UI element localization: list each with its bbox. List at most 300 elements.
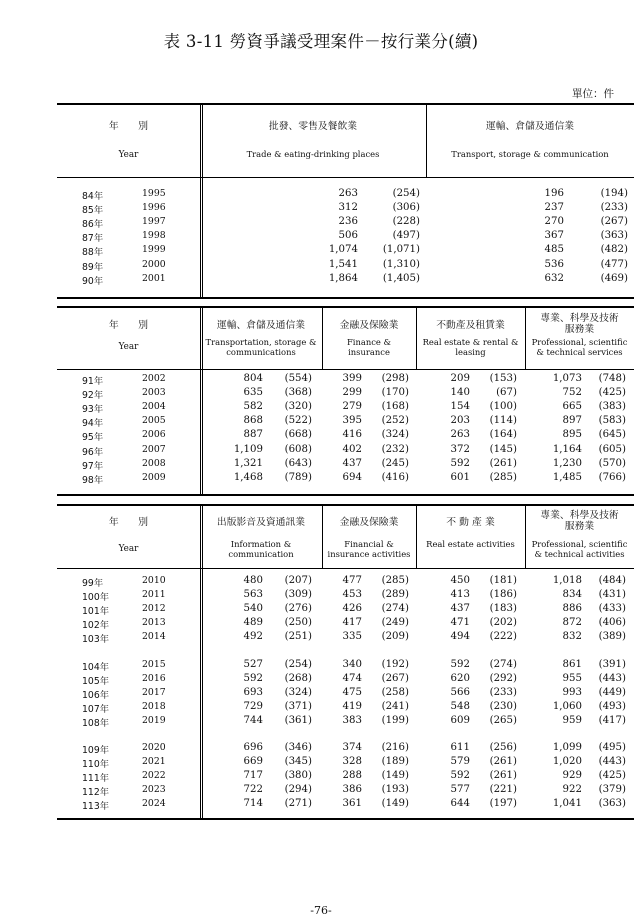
row-year-ad: 2024 (142, 798, 166, 810)
cell-cases: 592 (243, 672, 263, 684)
row-year-ad: 2010 (142, 575, 166, 586)
cell-cases: 154 (450, 401, 470, 413)
cell-cases: 601 (450, 471, 470, 483)
cell-persons: (267) (600, 216, 628, 228)
row-year-ad: 2011 (142, 589, 166, 601)
cell-cases: 959 (562, 714, 582, 726)
row-year-ad: 2009 (142, 471, 166, 483)
cell-persons: (274) (489, 658, 517, 670)
cell-persons: (285) (381, 575, 409, 586)
cell-cases: 717 (243, 770, 263, 782)
cell-cases: 722 (243, 784, 263, 796)
cell-persons: (274) (381, 603, 409, 615)
header-bottom-rule (57, 177, 634, 178)
header-bottom-rule (57, 369, 634, 370)
cell-cases: 832 (562, 631, 582, 643)
column-header-en: Information & communication (228, 539, 294, 559)
column-divider (525, 306, 526, 369)
row-year-roc: 84年 (82, 191, 104, 202)
cell-persons: (245) (381, 457, 409, 469)
column-header: 出版影音及資通訊業 (216, 517, 306, 528)
section-top-rule (57, 103, 634, 105)
row-year-ad: 2017 (142, 686, 166, 698)
column-divider (322, 504, 323, 568)
cell-persons: (361) (284, 714, 312, 726)
row-year-ad: 2006 (142, 429, 166, 441)
cell-persons: (309) (284, 589, 312, 601)
cell-cases: 895 (562, 429, 582, 441)
cell-persons: (197) (489, 798, 517, 810)
cell-cases: 480 (243, 575, 263, 586)
row-year-ad: 2023 (142, 784, 166, 796)
cell-cases: 506 (338, 230, 358, 242)
cell-persons: (425) (598, 387, 626, 399)
row-year-ad: 1999 (142, 244, 166, 256)
row-year-ad: 2013 (142, 617, 166, 629)
cell-persons: (431) (598, 589, 626, 601)
cell-persons: (67) (496, 387, 517, 399)
cell-cases: 752 (562, 387, 582, 399)
cell-persons: (570) (598, 457, 626, 469)
cell-persons: (345) (284, 756, 312, 768)
cell-persons: (1,405) (382, 272, 420, 284)
cell-cases: 527 (243, 658, 263, 670)
cell-cases: 416 (342, 429, 362, 441)
cell-cases: 426 (342, 603, 362, 615)
cell-cases: 270 (544, 216, 564, 228)
row-year-roc: 90年 (82, 275, 104, 287)
column-header-en: Transportation, storage & communications (205, 337, 317, 357)
cell-cases: 492 (243, 631, 263, 643)
year-column-divider (200, 103, 203, 297)
row-year-roc: 108年 (82, 717, 110, 729)
year-header-en: Year (118, 342, 139, 352)
cell-cases: 1,864 (328, 272, 358, 284)
row-year-ad: 2022 (142, 770, 166, 782)
row-year-roc: 89年 (82, 261, 104, 273)
row-year-roc: 113年 (82, 801, 110, 813)
row-year-ad: 2018 (142, 700, 166, 712)
year-header: 年 別 (108, 517, 149, 528)
cell-persons: (233) (489, 686, 517, 698)
cell-persons: (254) (392, 188, 420, 199)
cell-persons: (449) (598, 686, 626, 698)
row-year-roc: 85年 (82, 205, 104, 217)
column-header: 運輸、倉儲及通信業 (216, 320, 306, 331)
cell-persons: (433) (598, 603, 626, 615)
year-header: 年 別 (108, 320, 149, 331)
column-header-en: Trade & eating-drinking places (246, 149, 380, 159)
cell-cases: 328 (342, 756, 362, 768)
cell-cases: 312 (338, 202, 358, 214)
column-header-en: Professional, scientific & technical services (531, 337, 628, 357)
cell-persons: (363) (600, 230, 628, 242)
cell-cases: 474 (342, 672, 362, 684)
cell-cases: 494 (450, 631, 470, 643)
cell-cases: 413 (450, 589, 470, 601)
row-year-roc: 87年 (82, 233, 104, 245)
cell-cases: 437 (450, 603, 470, 615)
section-bottom-rule (57, 494, 634, 496)
column-header-en: Transport, storage & communication (451, 149, 609, 159)
cell-cases: 540 (243, 603, 263, 615)
cell-cases: 566 (450, 686, 470, 698)
cell-persons: (114) (489, 415, 517, 427)
cell-cases: 592 (450, 770, 470, 782)
row-year-ad: 2001 (142, 272, 166, 284)
cell-cases: 955 (562, 672, 582, 684)
section-bottom-rule (57, 818, 634, 820)
cell-cases: 1,321 (233, 457, 263, 469)
cell-persons: (222) (489, 631, 517, 643)
row-year-roc: 95年 (82, 432, 104, 444)
cell-cases: 203 (450, 415, 470, 427)
column-divider (322, 306, 323, 369)
row-year-ad: 2007 (142, 443, 166, 455)
section-top-rule (57, 306, 634, 308)
cell-persons: (230) (489, 700, 517, 712)
cell-persons: (477) (600, 258, 628, 270)
row-year-roc: 99年 (82, 578, 104, 589)
cell-persons: (100) (489, 401, 517, 413)
row-year-ad: 2021 (142, 756, 166, 768)
column-divider (426, 103, 427, 177)
cell-persons: (583) (598, 415, 626, 427)
cell-cases: 386 (342, 784, 362, 796)
row-year-roc: 109年 (82, 745, 110, 756)
row-year-roc: 107年 (82, 703, 110, 715)
cell-cases: 453 (342, 589, 362, 601)
cell-persons: (608) (284, 443, 312, 455)
cell-persons: (1,071) (382, 244, 420, 256)
row-year-roc: 93年 (82, 404, 104, 416)
cell-cases: 263 (450, 429, 470, 441)
row-year-roc: 102年 (82, 620, 110, 632)
cell-cases: 804 (243, 373, 263, 384)
column-header: 不 動 產 業 (446, 517, 495, 528)
cell-persons: (209) (381, 631, 409, 643)
cell-persons: (202) (489, 617, 517, 629)
cell-persons: (181) (489, 575, 517, 586)
cell-persons: (149) (381, 798, 409, 810)
cell-cases: 471 (450, 617, 470, 629)
cell-cases: 236 (338, 216, 358, 228)
cell-cases: 399 (342, 373, 362, 384)
cell-persons: (497) (392, 230, 420, 242)
cell-persons: (289) (381, 589, 409, 601)
cell-persons: (495) (598, 742, 626, 753)
cell-cases: 1,041 (552, 798, 582, 810)
cell-persons: (522) (284, 415, 312, 427)
cell-persons: (258) (381, 686, 409, 698)
unit-label: 單位：件 (572, 88, 614, 100)
cell-cases: 897 (562, 415, 582, 427)
row-year-roc: 96年 (82, 446, 104, 458)
cell-cases: 577 (450, 784, 470, 796)
cell-persons: (324) (381, 429, 409, 441)
row-year-ad: 2000 (142, 258, 166, 270)
row-year-roc: 86年 (82, 219, 104, 231)
year-header: 年 別 (108, 121, 149, 132)
cell-cases: 929 (562, 770, 582, 782)
cell-cases: 887 (243, 429, 263, 441)
cell-cases: 279 (342, 401, 362, 413)
cell-persons: (417) (598, 714, 626, 726)
cell-cases: 644 (450, 798, 470, 810)
row-year-roc: 110年 (82, 759, 110, 771)
cell-cases: 993 (562, 686, 582, 698)
cell-cases: 477 (342, 575, 362, 586)
cell-cases: 237 (544, 202, 564, 214)
cell-persons: (443) (598, 672, 626, 684)
column-divider (416, 504, 417, 568)
cell-persons: (261) (489, 770, 517, 782)
cell-cases: 340 (342, 658, 362, 670)
cell-persons: (149) (381, 770, 409, 782)
cell-cases: 563 (243, 589, 263, 601)
cell-persons: (294) (284, 784, 312, 796)
column-header: 運輸、倉儲及通信業 (485, 121, 575, 132)
cell-cases: 361 (342, 798, 362, 810)
cell-cases: 196 (544, 188, 564, 199)
cell-cases: 694 (342, 471, 362, 483)
cell-persons: (170) (381, 387, 409, 399)
cell-persons: (221) (489, 784, 517, 796)
row-year-ad: 2003 (142, 387, 166, 399)
cell-persons: (484) (598, 575, 626, 586)
cell-cases: 1,060 (552, 700, 582, 712)
row-year-ad: 2019 (142, 714, 166, 726)
cell-cases: 582 (243, 401, 263, 413)
cell-cases: 696 (243, 742, 263, 753)
cell-persons: (254) (284, 658, 312, 670)
cell-persons: (193) (381, 784, 409, 796)
section-top-rule (57, 504, 634, 506)
cell-persons: (194) (600, 188, 628, 199)
cell-persons: (443) (598, 756, 626, 768)
cell-cases: 922 (562, 784, 582, 796)
cell-cases: 1,164 (552, 443, 582, 455)
cell-persons: (207) (284, 575, 312, 586)
row-year-roc: 88年 (82, 247, 104, 259)
cell-cases: 872 (562, 617, 582, 629)
row-year-ad: 1998 (142, 230, 166, 242)
cell-persons: (363) (598, 798, 626, 810)
cell-cases: 1,074 (328, 244, 358, 256)
cell-cases: 592 (450, 658, 470, 670)
row-year-ad: 2016 (142, 672, 166, 684)
cell-persons: (199) (381, 714, 409, 726)
cell-persons: (145) (489, 443, 517, 455)
cell-persons: (645) (598, 429, 626, 441)
cell-cases: 632 (544, 272, 564, 284)
column-header: 專業、科學及技術服務業 (540, 510, 619, 533)
cell-cases: 288 (342, 770, 362, 782)
cell-persons: (789) (284, 471, 312, 483)
cell-persons: (192) (381, 658, 409, 670)
cell-cases: 1,073 (552, 373, 582, 384)
cell-persons: (249) (381, 617, 409, 629)
cell-persons: (416) (381, 471, 409, 483)
row-year-ad: 2008 (142, 457, 166, 469)
column-header-en: Real estate activities (426, 539, 515, 549)
cell-persons: (371) (284, 700, 312, 712)
cell-persons: (324) (284, 686, 312, 698)
row-year-roc: 101年 (82, 606, 110, 618)
cell-cases: 611 (450, 742, 470, 753)
header-bottom-rule (57, 568, 634, 569)
cell-cases: 367 (544, 230, 564, 242)
cell-cases: 714 (243, 798, 263, 810)
cell-cases: 1,109 (233, 443, 263, 455)
cell-cases: 450 (450, 575, 470, 586)
cell-cases: 489 (243, 617, 263, 629)
cell-persons: (267) (381, 672, 409, 684)
cell-persons: (186) (489, 589, 517, 601)
row-year-ad: 1997 (142, 216, 166, 228)
row-year-roc: 94年 (82, 418, 104, 430)
column-divider (416, 306, 417, 369)
cell-cases: 383 (342, 714, 362, 726)
cell-cases: 693 (243, 686, 263, 698)
cell-cases: 635 (243, 387, 263, 399)
cell-persons: (1,310) (382, 258, 420, 270)
row-year-roc: 105年 (82, 675, 110, 687)
cell-cases: 1,099 (552, 742, 582, 753)
cell-persons: (320) (284, 401, 312, 413)
cell-persons: (256) (489, 742, 517, 753)
row-year-ad: 1995 (142, 188, 166, 199)
row-year-ad: 2014 (142, 631, 166, 643)
column-header: 批發、零售及餐飲業 (268, 121, 358, 132)
cell-persons: (265) (489, 714, 517, 726)
cell-persons: (368) (284, 387, 312, 399)
cell-persons: (252) (381, 415, 409, 427)
cell-cases: 1,020 (552, 756, 582, 768)
cell-cases: 140 (450, 387, 470, 399)
cell-cases: 729 (243, 700, 263, 712)
cell-persons: (298) (381, 373, 409, 384)
row-year-ad: 2015 (142, 658, 166, 670)
row-year-roc: 111年 (82, 773, 110, 785)
column-header: 不動產及租賃業 (436, 320, 505, 331)
section-bottom-rule (57, 297, 634, 299)
cell-persons: (189) (381, 756, 409, 768)
row-year-roc: 100年 (82, 592, 110, 604)
row-year-roc: 103年 (82, 634, 110, 646)
cell-cases: 579 (450, 756, 470, 768)
cell-persons: (261) (489, 756, 517, 768)
row-year-roc: 91年 (82, 376, 104, 387)
cell-cases: 485 (544, 244, 564, 256)
cell-persons: (276) (284, 603, 312, 615)
cell-cases: 669 (243, 756, 263, 768)
column-header-en: Professional, scientific & technical activities (531, 539, 628, 559)
row-year-ad: 2020 (142, 742, 166, 753)
cell-cases: 209 (450, 373, 470, 384)
cell-persons: (406) (598, 617, 626, 629)
cell-cases: 548 (450, 700, 470, 712)
cell-cases: 402 (342, 443, 362, 455)
cell-persons: (379) (598, 784, 626, 796)
cell-persons: (233) (600, 202, 628, 214)
cell-cases: 417 (342, 617, 362, 629)
cell-persons: (554) (284, 373, 312, 384)
cell-persons: (766) (598, 471, 626, 483)
cell-cases: 1,541 (328, 258, 358, 270)
cell-cases: 1,230 (552, 457, 582, 469)
cell-cases: 609 (450, 714, 470, 726)
column-header: 金融及保險業 (339, 517, 399, 528)
cell-persons: (748) (598, 373, 626, 384)
cell-persons: (183) (489, 603, 517, 615)
cell-persons: (153) (489, 373, 517, 384)
cell-cases: 1,468 (233, 471, 263, 483)
row-year-ad: 2004 (142, 401, 166, 413)
cell-persons: (668) (284, 429, 312, 441)
column-header-en: Real estate & rental & leasing (422, 337, 519, 357)
cell-cases: 395 (342, 415, 362, 427)
cell-persons: (241) (381, 700, 409, 712)
cell-persons: (292) (489, 672, 517, 684)
cell-persons: (164) (489, 429, 517, 441)
cell-persons: (168) (381, 401, 409, 413)
cell-cases: 620 (450, 672, 470, 684)
row-year-roc: 112年 (82, 787, 110, 799)
cell-cases: 744 (243, 714, 263, 726)
column-divider (525, 504, 526, 568)
cell-cases: 335 (342, 631, 362, 643)
cell-persons: (482) (600, 244, 628, 256)
cell-persons: (493) (598, 700, 626, 712)
cell-persons: (346) (284, 742, 312, 753)
cell-cases: 536 (544, 258, 564, 270)
cell-persons: (271) (284, 798, 312, 810)
row-year-ad: 2012 (142, 603, 166, 615)
cell-persons: (250) (284, 617, 312, 629)
cell-cases: 665 (562, 401, 582, 413)
column-header: 金融及保險業 (339, 320, 399, 331)
cell-persons: (268) (284, 672, 312, 684)
cell-persons: (425) (598, 770, 626, 782)
column-header: 專業、科學及技術服務業 (540, 313, 619, 336)
cell-cases: 299 (342, 387, 362, 399)
row-year-roc: 98年 (82, 474, 104, 486)
cell-cases: 868 (243, 415, 263, 427)
cell-persons: (469) (600, 272, 628, 284)
cell-persons: (380) (284, 770, 312, 782)
cell-persons: (391) (598, 658, 626, 670)
cell-persons: (251) (284, 631, 312, 643)
cell-cases: 592 (450, 457, 470, 469)
row-year-roc: 92年 (82, 390, 104, 402)
column-header-en: Financial & insurance activities (327, 539, 411, 559)
year-header-en: Year (118, 544, 139, 554)
page-number: -76- (310, 904, 332, 917)
cell-persons: (285) (489, 471, 517, 483)
cell-persons: (228) (392, 216, 420, 228)
cell-cases: 419 (342, 700, 362, 712)
row-year-ad: 2005 (142, 415, 166, 427)
cell-cases: 374 (342, 742, 362, 753)
row-year-roc: 106年 (82, 689, 110, 701)
cell-persons: (383) (598, 401, 626, 413)
cell-persons: (389) (598, 631, 626, 643)
cell-cases: 1,485 (552, 471, 582, 483)
cell-persons: (216) (381, 742, 409, 753)
page-title: 表 3-11 勞資爭議受理案件－按行業分(續) (163, 32, 479, 51)
row-year-ad: 1996 (142, 202, 166, 214)
